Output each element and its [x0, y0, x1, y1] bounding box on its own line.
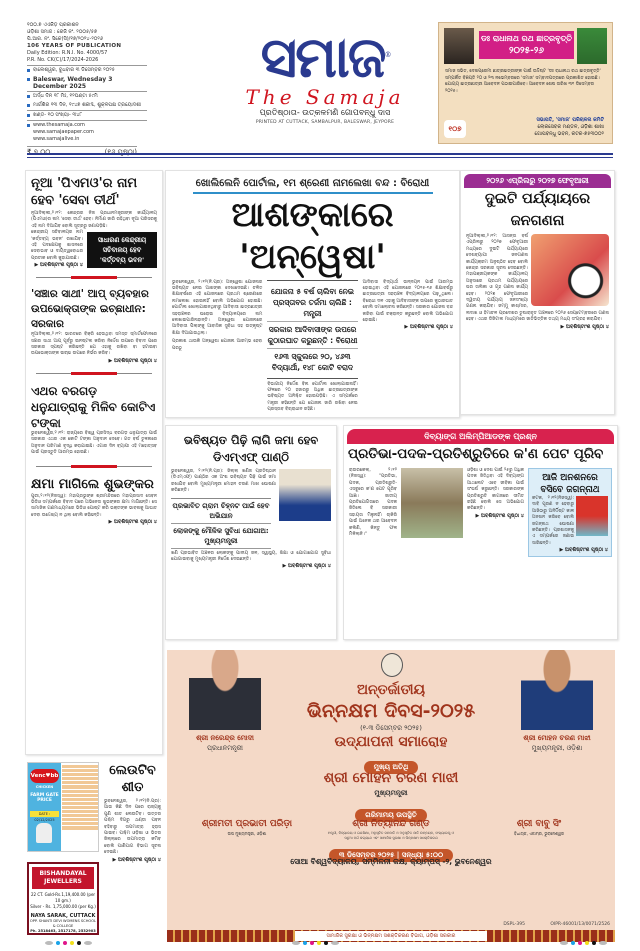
scholarship-signatory: ସଭାପତି, 'ସମାଜ' ପରିଚାଳନା କମିଟି ଲୋକସେବକ ମଣ୍ଡଳ, ଓଡ଼ିଶା ଶାଖା ଗୋପବନ୍ଧୁ ଭବନ, କଟକ-୭୫୩୦୦୨ — [534, 117, 604, 137]
chief-guest-title: ମୁଖ୍ୟମନ୍ତ୍ରୀ — [374, 789, 408, 797]
chief-minister-photo — [279, 469, 331, 521]
pull-quote: ୧୬୩ ସ୍କୁଲରେ ୨୦, ୪୬୩ ବିଦ୍ୟାର୍ଥୀ, ୧୪୮ କୋଟି ବରାଦ — [271, 351, 354, 372]
lead-headline[interactable]: ଆଶଙ୍କାରେ 'ଅନ୍ୱେଷା' — [231, 194, 394, 277]
guest-name: ଶ୍ରୀ ବାବୁ ସିଂ — [516, 819, 562, 829]
story-apology[interactable]: କ୍ଷମା ମାଗିଲେ ଶୁଭଙ୍କର ପୁରୀ,୨।୧୨(ନିଜସ୍ୱ): ମହାପ୍ରଭୁଙ୍କ ଶ୍ରୀମନ୍ଦିରରେ ମହାପ୍ରସାଦ ସେବନ ଭିଡିଓ ସମ୍ପର୍କରେ ବିବାଦ ପରେ ଅଭିନେତା ଶୁଭଙ୍କର କ୍ଷମା ମାଗିଛନ୍ତି। ସେ ସାମାଜିକ ଗଣମାଧ୍ୟମରେ ଭିଡିଓ ପୋଷ୍ଟ କରି ଭକ୍ତଙ୍କ ଭାବନାକୁ ଆଘାତ ଦେବା ଉଦ୍ଦେଶ୍ୟ ନ ଥିଲା ବୋଲି କହିଛନ୍ତି। ▶ ଅବଶିଷ୍ଟାଂଶ ପୃଷ୍ଠା ୪ — [31, 476, 157, 526]
divyang-headline[interactable]: ପ୍ରତିଭା-ପଦକ-ପ୍ରତିଶ୍ରୁତିରେ କ'ଣ ପେଟ ପୂରିବ — [348, 446, 604, 462]
pull-quote: ଯୋଜନା ୫ ବର୍ଷ ଚାଲିବା ନେଇ ପ୍ରସ୍ତାବର ତର୍ଜମା ଚାଲିଛି : ମନ୍ତ୍ରୀ — [267, 284, 357, 322]
bullet-icon — [27, 78, 30, 81]
scholarship-body: ସମାଜ ସଭିତ, ଦେଶପ୍ରେମୀ ଛାତ୍ରଛାତ୍ରୀଙ୍କ ପାଇଁ ଉଦ୍ଦିଷ୍ଟ 'ଡଃ ରାଧାନାଥ ରଥ ଛାତ୍ରବୃତ୍ତି' ସମ୍ପର୍କିତ ବିଜ୍ଞପ୍ତି ୨୦ ଓ ୨୩ ନଭେମ୍ବରରେ 'ସମାଜ' ସମ୍ବାଦପତ୍ରରେ ପ୍ରକାଶିତ ହୋଇଛି। ଯୋଗ୍ୟ ଛାତ୍ରଛାତ୍ରୀ ଆବେଦନ ପଠାଇପାରିବେ। ଆବେଦନ ଶେଷ ତାରିଖ ୩୧ ଡିସେମ୍ବର ୨୦୨୫। — [445, 69, 601, 94]
price-table — [62, 765, 98, 831]
ad-subtitle: ଉଦ୍‌ଯାପନୀ ସମାରୋହ — [334, 734, 448, 750]
dmf-story[interactable]: ଭବିଷ୍ୟତ ପିଢ଼ି ଲାଗି ଜମା ହେବ ଡିଏମ୍ଏଫ୍ ପାଣ୍ଠି ଭୁବନେଶ୍ୱର, ୨।୧୨(ନି.ପ୍ର): ଜିଲ୍ଲା ଖଣିଜ ପ୍ରତିଷ୍ଠାନ (ଡିଏମ୍ଏଫ୍) ପାଣ୍ଠିର ଏକ ଅଂଶ ଭବିଷ୍ୟତ ପିଢ଼ି ପାଇଁ ଜମା ରଖାଯିବ ବୋଲି ମୁଖ୍ୟମନ୍ତ୍ରୀ ମୋହନ ଚରଣ ମାଝୀ ଘୋଷଣା କରିଛନ୍ତି। ପ୍ରଭାବିତ ଗ୍ରାମ ଚିହ୍ନଟ ପାଇଁ ହେବ ଅଭିଯାନ ଲୋକଙ୍କୁ ମୌଳିକ ସୁବିଧା ଯୋଗାଅ: ମୁଖ୍ୟମନ୍ତ୍ରୀ ଖଣି ପ୍ରଭାବିତ ଅଞ୍ଚଳର ଲୋକଙ୍କୁ ପାନୀୟ ଜଳ, ସ୍ୱାସ୍ଥ୍ୟ, ଶିକ୍ଷା ଓ ଯୋଗାଯୋଗ ସୁବିଧା ଯୋଗାଇବାକୁ ମୁଖ୍ୟମନ୍ତ୍ରୀ ନିର୍ଦ୍ଦେଶ ଦେଇଛନ୍ତି। ▶ ଅବଶିଷ୍ଟାଂଶ ପୃଷ୍ଠା ୪ — [165, 425, 337, 640]
ad-footer-band — [167, 930, 615, 942]
newspaper-logo — [240, 25, 410, 125]
guest-title: ମନ୍ତ୍ରୀ, ବିଦ୍ୟାଳୟ ଓ ଗଣଶିକ୍ଷା, ଅନୁସୂଚିତ ଜନଜାତି ଓ ଅନୁସୂଚିତ ଜାତି ଉନ୍ନୟନ, ସଂଖ୍ୟାଲଘୁ ଓ ପଛୁଆ ବର୍ଗ କଲ୍ୟାଣ ଏବଂ ସାମାଜିକ ସୁରକ୍ଷା ଓ ଭିନ୍ନକ୍ଷମ ସଶକ୍ତିକରଣ — [327, 831, 455, 840]
price-date: DATE : 02/12/2025 — [30, 811, 59, 817]
athlete-photo — [401, 468, 463, 538]
story-headline[interactable]: ନୂଆ 'ପିଏମଓ'ର ନାମ ହେବ 'ସେବା ତୀର୍ଥ' — [31, 176, 138, 208]
print-registration-marks — [45, 941, 92, 945]
story-pmo[interactable]: ନୂଆ 'ପିଏମଓ'ର ନାମ ହେବ 'ସେବା ତୀର୍ଥ' ନୂଆଦିଲ୍ଲୀ,୨।୧୨: କେନ୍ଦ୍ରର ନିଜ ପ୍ରଧାନମନ୍ତ୍ରୀଙ୍କ କାର୍ଯ୍ୟାଳୟ (ପିଏମଓ)ର ନାମ 'ସେବା ତୀର୍ଥ' ହେବ। ନିର୍ମାଣ ଜାରି ରହିଥିବା ନୂଆ ପରିସରକୁ ଏହି ନାମ ଦିଆଯିବ ବୋଲି ସୂତ୍ରରୁ ଜଣାପଡ଼ିଛି। ସାଧାରଣ କେନ୍ଦ୍ରୀୟ ସଚିବାଳୟ ହେବ 'କର୍ତ୍ତବ୍ୟ ଭବନ' କେନ୍ଦ୍ରୀୟ ସଚିବାଳୟର ନାମ 'କର୍ତ୍ତବ୍ୟ ଭବନ' ରଖାଯିବ। ଏହି ପଦକ୍ଷେପକୁ ଶାସନରେ ସେବାଭାବ ଓ ଦାୟିତ୍ୱବୋଧର ପ୍ରତୀକ ବୋଲି କୁହାଯାଇଛି। ▶ ଅବଶିଷ୍ଟାଂଶ ପୃଷ୍ଠା ୪ — [31, 176, 157, 269]
continued-link[interactable]: ▶ ଅବଶିଷ୍ଟାଂଶ ପୃଷ୍ଠା ୪ — [404, 324, 453, 331]
cm-name: ଶ୍ରୀ ମୋହନ ଚରଣ ମାଝୀ — [523, 734, 591, 742]
ad-title-2: ଭିନ୍ନକ୍ଷମ ଦିବସ-୨୦୨୫ — [306, 700, 476, 722]
scholarship-ad[interactable] — [438, 22, 613, 144]
registration-line: ଓଡ଼ିଶା ସମାଜ : ରେଜି ନଂ. ୨୦୦୫/୫୭ — [27, 29, 98, 35]
story-dhanuyatra[interactable]: ଏଥର ବରଗଡ଼ ଧନୁଯାତ୍ରାକୁ ମିଳିବ କୋଟିଏ ଟଙ୍କା ଭୁବନେଶ୍ୱର,୨।୧୨: ରାଜ୍ୟରେ ବିଶ୍ୱ ପ୍ରସିଦ୍ଧ ବରଗଡ଼ ଧନୁଯାତ୍ରା ପାଇଁ ସରକାର ଏଥର ଏକ କୋଟି ଟଙ୍କା ଅନୁଦାନ ଦେବେ। ଗତ ବର୍ଷ ତୁଳନାରେ ଅନୁଦାନ ପରିମାଣ ବୃଦ୍ଧି କରାଯାଇଛି। ଏଗାର ଦିନ ବ୍ୟାପୀ ଏହି ମହୋତ୍ସବ ପାଇଁ ପ୍ରସ୍ତୁତି ଆରମ୍ଭ ହୋଇଛି। — [31, 383, 157, 456]
census-kicker: ୨୦୨୬ ଏପ୍ରିଲରୁ ୨୦୨୭ ଫେବୃଆରୀ — [464, 174, 611, 188]
cold-wave-story[interactable]: ଲେଉଟିବ ଶୀତ ଭୁବନେଶ୍ୱର, ୨।୧୨(ନି.ପ୍ର): ଆଉ କିଛି ଦିନ ପରେ ରାଜ୍ୟକୁ ପୁଣି ଶୀତ ଲେଉଟିବ। ଉତ୍ତର ପଶ୍ଚିମ ଦିଗରୁ ଥଣ୍ଡା ପବନ ବହିବାରୁ ତାପମାତ୍ରା ହ୍ରାସ ପାଇବ। ପଶ୍ଚିମ ଓଡ଼ିଶା ଓ ଭିତର ଜିଲ୍ଲାରେ ତାପମାତ୍ରା କମିବ ବୋଲି ପାଣିପାଗ ବିଭାଗ ସୂଚନା ଦେଇଛି। ▶ ଅବଶିଷ୍ଟାଂଶ ପୃଷ୍ଠା ୪ — [104, 763, 161, 863]
info-row: ଖଣ୍ଡ- ୧୦ ସଂଖ୍ୟା- ୩୪୮ — [27, 110, 147, 119]
guests-label: ଗରିମାମୟ ଉପସ୍ଥିତି — [355, 809, 426, 822]
jewellers-address: NAYA SARAK, CUTTACK — [30, 913, 96, 919]
divyang-kicker: ଦିବ୍ୟାଙ୍ଗ ଅଲିମ୍ପିଆଡଙ୍କ ପ୍ରଶ୍ନ — [347, 429, 614, 444]
census-story[interactable]: ୨୦୨୬ ଏପ୍ରିଲରୁ ୨୦୨୭ ଫେବୃଆରୀ ଦୁଇଟି ପର୍ଯ୍ୟାୟରେ ଜନଗଣନା ନୂଆଦିଲ୍ଲୀ,୨।୧୨: ଆସନ୍ତା ବର୍ଷ ଏପ୍ରିଲରୁ ୨୦୨୭ ଫେବୃଆରୀ ମଧ୍ୟରେ ଦୁଇଟି ପର୍ଯ୍ୟାୟରେ ଦେଶବ୍ୟାପୀ ଜନଗଣନା କାର୍ଯ୍ୟକ୍ରମ ଅନୁଷ୍ଠିତ ହେବ ବୋଲି କେନ୍ଦ୍ର ସରକାର ସୂଚନା ଦେଇଛନ୍ତି। ମହାପଞ୍ଜୀୟକଙ୍କ କାର୍ଯ୍ୟାଳୟ ଅନୁସାରେ ପ୍ରଥମ ପର୍ଯ୍ୟାୟରେ ଘର ତାଲିକା ଓ ଗୃହ ଗଣନା କାର୍ଯ୍ୟ ହେବ। ୨୦୨୭ ଫେବୃଆରୀରେ ଦ୍ୱିତୀୟ ପର୍ଯ୍ୟାୟ ଜନସଂଖ୍ୟା ଗଣନା କରାଯିବ। ଜମ୍ମୁ କାଶ୍ମୀର, ଲଦାଖ ଓ ହିମାଚଳ ପ୍ରଦେଶର ତୁଷାରାବୃତ ଅଞ୍ଚଳରେ ୨୦୨୬ ସେପ୍ଟେମ୍ବରରେ ଗଣନା ହେବ। ଏଥର ଡିଜିଟାଲ ମାଧ୍ୟମରେ ଜାତିଭିତ୍ତିକ ତଥ୍ୟ ମଧ୍ୟ ସଂଗ୍ରହ କରାଯିବ। ▶ ଅବଶିଷ୍ଟାଂଶ ପୃଷ୍ଠା ୪ — [460, 170, 615, 415]
dmf-headline[interactable]: ଭବିଷ୍ୟତ ପିଢ଼ି ଲାଗି ଜମା ହେବ ଡିଏମ୍ଏଫ୍ ପାଣ୍ଠି — [183, 433, 319, 464]
jewellers-phone: Ph. 2518463, 2517178, 2532903 — [30, 929, 96, 933]
pr-number: P.R. No. CK(C)/17/2024-2026 — [27, 57, 99, 63]
chief-guest-label: ମୁଖ୍ୟ ଅତିଥି — [364, 761, 418, 774]
date-english-row: Baleswar, Wednesday 3 December 2025 — [27, 75, 147, 90]
subheadline: ପ୍ରଭାବିତ ଗ୍ରାମ ଚିହ୍ନଟ ପାଇଁ ହେବ ଅଭିଯାନ — [171, 499, 271, 524]
logo-english: The Samaja — [245, 84, 405, 109]
website-link[interactable]: www.samajaepaper.com — [33, 129, 94, 135]
story-headline[interactable]: ଏଥର ବରଗଡ଼ ଧନୁଯାତ୍ରାକୁ ମିଳିବ କୋଟିଏ ଟଙ୍କା — [31, 383, 156, 430]
printed-at: PRINTED AT CUTTACK, SAMBALPUR, BALESWAR, JEYPORE — [255, 119, 395, 125]
print-registration-marks — [292, 941, 339, 945]
highlight-box: ସାଧାରଣ କେନ୍ଦ୍ରୀୟ ସଚିବାଳୟ ହେବ 'କର୍ତ୍ତବ୍ୟ ଭବନ' — [87, 232, 157, 268]
continued-link[interactable]: ▶ ଅବଶିଷ୍ଟାଂଶ ପୃଷ୍ଠା ୪ — [108, 519, 157, 526]
scholarship-banner: ଡଃ ରାଧାନାଥ ରଥ ଛାତ୍ରବୃତ୍ତି ୨୦୨୫-୨୬ — [479, 31, 574, 59]
masthead-rule — [27, 153, 613, 158]
farm-gate-heading: FARM GATE PRICE — [30, 793, 59, 803]
website-link[interactable]: www.thesamaja.com — [33, 122, 85, 128]
guest-title: ଉପ ମୁଖ୍ୟମନ୍ତ୍ରୀ, ଓଡ଼ିଶା — [227, 831, 267, 836]
story-divider — [36, 277, 152, 278]
years-of-publication: 106 YEARS OF PUBLICATION — [27, 43, 122, 49]
portrait-photo — [444, 28, 474, 64]
ad-dates: (୧-୩ ଡିସେମ୍ବର ୨୦୨୫) — [360, 724, 422, 732]
census-illustration — [531, 234, 609, 306]
print-registration-marks — [560, 941, 607, 945]
lead-kicker: ଖୋଲିଲେନି ପୋର୍ଟାଲ, ୧ମ ଶ୍ରେଣୀ ନାମଲେଖା ବନ୍ଦ : ବିରୋଧୀ — [195, 178, 430, 189]
bullet-icon — [27, 95, 30, 98]
census-headline[interactable]: ଦୁଇଟି ପର୍ଯ୍ୟାୟରେ ଜନଗଣନା — [484, 191, 591, 229]
price: ₹ ୭.୦୦ — [27, 148, 51, 156]
logo-tagline: ପ୍ରତିଷ୍ଠାତା- ଉତ୍କଳମଣି ଗୋପବନ୍ଧୁ ଦାସ — [259, 107, 391, 117]
chief-guest-name: ଶ୍ରୀ ମୋହନ ଚରଣ ମାଝୀ — [323, 770, 459, 786]
event-datetime: ୩ ଡିସେମ୍ବର ୨୦୨୫ | ସନ୍ଧ୍ୟା ୫:୦୦ — [329, 849, 453, 862]
continued-link[interactable]: ▶ ଅବଶିଷ୍ଟାଂଶ ପୃଷ୍ଠା ୪ — [560, 323, 609, 330]
continued-link[interactable]: ▶ ଅବଶିଷ୍ଟାଂଶ ପୃଷ୍ଠା ୪ — [475, 512, 524, 519]
venkys-price-ad[interactable]: Venc♥bb CHICKEN FARM GATE PRICE DATE : 02/12/2025 — [27, 762, 99, 852]
disability-day-ad[interactable] — [167, 650, 615, 942]
cm-title: ମୁଖ୍ୟମନ୍ତ୍ରୀ, ଓଡ଼ିଶା — [531, 744, 583, 752]
info-row: ଅର୍ଦ୍ଧ ଦିନ ୧୮ ମିଃ, ୧୨ଘଣ୍ଟା ୫୯ମି — [27, 91, 147, 100]
jewellers-ad[interactable]: BISHANDAYAL JEWELLERS 22 CT. Gold-Rs.1,19,400.00 (per 10 gm.) Silver - Rs. 1,75,000.00 (per Kg.) NAYA SARAK, CUTTACK OPP. SHANTI DEVI WOMENS SCHOOL & COLLEGE Ph. 2518463, 2517178, 2532903 — [27, 862, 99, 935]
portrait-photo — [577, 28, 607, 64]
cm-photo — [521, 650, 593, 730]
ad-title-1: ଅନ୍ତର୍ଜାତୀୟ — [356, 682, 426, 698]
continued-link[interactable]: ▶ ଅବଶିଷ୍ଟାଂଶ ପୃଷ୍ଠା ୪ — [112, 856, 161, 863]
story-headline[interactable]: 'ସଞ୍ଚାର ସାଥୀ' ଆପ୍ ବ୍ୟବହାର ଉପଭୋକ୍ତାଙ୍କ ଇଚ୍ଛାଧୀନ: ସରକାର — [31, 288, 149, 331]
subheadline: ଲୋକଙ୍କୁ ମୌଳିକ ସୁବିଧା ଯୋଗାଅ: ମୁଖ୍ୟମନ୍ତ୍ରୀ — [171, 524, 271, 549]
guest-name: ଶ୍ରୀମତୀ ପ୍ରଭାତୀ ପରିଡ଼ା — [201, 819, 293, 829]
guest-title: ବିଧାୟକ, ଏକାମ୍ର, ଭୁବନେଶ୍ୱର — [513, 831, 565, 836]
continued-link[interactable]: ▶ ଅବଶିଷ୍ଟାଂଶ ପୃଷ୍ଠା ୪ — [34, 262, 83, 269]
story-divider — [36, 466, 152, 467]
website-link[interactable]: www.samajalive.in — [33, 136, 80, 142]
protester-photo — [576, 496, 608, 536]
registration-line: ପି.ଆର. ନଂ. ସିକେ(ସି)/୧୭/୨୦୨୪-୨୦୨୬ — [27, 36, 104, 42]
left-news-column — [25, 170, 163, 755]
founder-line: ୧୦୦.୭ ଏଏକିଡ଼ ପ୍ରକାଶନ — [27, 22, 79, 28]
hunger-strike-story[interactable]: ଆଜି ଅନଶନରେ ବସିବେ ଜଗନ୍ନାଥ କଟକ, ୨।୧୨(ନିଜସ୍ୱ): ଦାବି ପୂରଣ ନ ହେବାରୁ ଆଜିଠାରୁ ଅନିର୍ଦ୍ଦିଷ୍ଟ କାଳ ଅନଶନ କରିବେ ବୋଲି ଜଗନ୍ନାଥ ଘୋଷଣା କରିଛନ୍ତି। ପ୍ରଶାସନକୁ ଏ ସମ୍ପର୍କରେ ଜଣାଇ ସାରିଛନ୍ତି। ▶ ଅବଶିଷ୍ଟାଂଶ ପୃଷ୍ଠା ୪ — [528, 468, 612, 557]
date-odia-row: ବାଲେଶ୍ୱର, ବୁଧବାର ୩ ଡିସେମ୍ବର ୨୦୨୫ — [27, 65, 147, 74]
odisha-emblem-icon — [381, 653, 403, 677]
ad-code: DSPL-395 — [503, 922, 525, 927]
anniversary-badge: ୧୦୭ — [444, 120, 466, 138]
ad-code: OIPR-46001/13/0071/2526 — [550, 922, 610, 927]
websites — [27, 120, 147, 143]
ad-footer-dept: ସାମାଜିକ ସୁରକ୍ଷା ଓ ଭିନ୍ନକ୍ଷମ ସଶକ୍ତିକରଣ ବିଭାଗ, ଓଡ଼ିଶା ସରକାର — [295, 931, 487, 941]
gold-rate: 22 CT. Gold-Rs.1,19,400.00 (per 10 gm.) — [30, 892, 96, 903]
jewellers-name: BISHANDAYAL JEWELLERS — [32, 867, 94, 889]
bullet-icon — [27, 124, 30, 127]
pm-name: ଶ୍ରୀ ନରେନ୍ଦ୍ର ମୋଦୀ — [196, 734, 254, 742]
hunger-headline[interactable]: ଆଜି ଅନଶନରେ ବସିବେ ଜଗନ୍ନାଥ — [540, 473, 600, 495]
bullet-icon — [27, 69, 30, 72]
daily-edition: Daily Edition: R.N.I. No. 4000/57 — [27, 50, 108, 56]
venkys-logo: Venc♥bb — [30, 769, 59, 783]
story-sanchar-saathi[interactable]: 'ସଞ୍ଚାର ସାଥୀ' ଆପ୍ ବ୍ୟବହାର ଉପଭୋକ୍ତାଙ୍କ ଇଚ୍ଛାଧୀନ: ସରକାର ନୂଆଦିଲ୍ଲୀ,୨।୧୨: ଭାରତରେ ବିକ୍ରି ହେଉଥିବା ସମସ୍ତ ସ୍ମାର୍ଟଫୋନରେ ସଞ୍ଚାର ସାଥୀ ଆପ୍ ପୂର୍ବରୁ ଇନଷ୍ଟଲ କରିବା ନିର୍ଦ୍ଦେଶ ଉପରେ ବିବାଦ ପରେ ସରକାର ସ୍ପଷ୍ଟ କରିଛନ୍ତି ଯେ ଏହାକୁ ରଖିବା ବା ହଟାଇବା ଉପଭୋକ୍ତାଙ୍କ ଇଚ୍ଛା ଉପରେ ନିର୍ଭର କରିବ। ▶ ଅବଶିଷ୍ଟାଂଶ ପୃଷ୍ଠା ୪ — [31, 288, 157, 364]
info-row: ମାର୍ଗଶିର ୧୩ ଦିନ, ୧୯୪୭ ଶକାବ୍ଦ, ଶୁକ୍ଳପକ୍ଷ ତ୍ରୟୋଦଶୀ — [27, 101, 147, 109]
guest-name: ଶ୍ରୀ ନିତ୍ୟାନନ୍ଦ ଗଣ୍ଡ — [352, 819, 430, 829]
logo-odia: ସମାଜ® — [260, 24, 390, 91]
divyang-story[interactable]: ଦିବ୍ୟାଙ୍ଗ ଅଲିମ୍ପିଆଡଙ୍କ ପ୍ରଶ୍ନ ପ୍ରତିଭା-ପଦକ-ପ୍ରତିଶ୍ରୁତିରେ କ'ଣ ପେଟ ପୂରିବ ରାଉରକେଲା, ୨।୧୨ (ନିଜସ୍ୱ): "ପ୍ରତିଭା, ପଦକ, ପ୍ରତିଶ୍ରୁତି- ଏସବୁରେ କ'ଣ ପେଟ ପୂରିବ ଆଜ୍ଞା। ଜାତୀୟ ପ୍ରତିଯୋଗିତାରେ ପଦକ ଜିତିଲେ ବି ସରକାରୀ ସହାୟତା ମିଳୁନାହିଁ। ଚାକିରି ପାଇଁ ଅନେକ ଥର ଆବେଦନ କଲିଣି, କିନ୍ତୁ ଫଳ ମିଳିଲାନି।" ଓଡ଼ିଶା ଓ ଦେଶ ପାଇଁ ୨୫ରୁ ଅଧିକ ପଦକ ଜିତିଥିବା ଏହି ଦିବ୍ୟାଙ୍ଗ ଆଥଲେଟ ଏବେ ଜୀବିକା ପାଇଁ ସଂଘର୍ଷ କରୁଛନ୍ତି। ସରକାରଙ୍କ ପ୍ରତିଶ୍ରୁତି କାଗଜରେ ସୀମିତ ରହିଛି ବୋଲି ସେ ଅଭିଯୋଗ କରିଛନ୍ତି। ▶ ଅବଶିଷ୍ଟାଂଶ ପୃଷ୍ଠା ୪ ଆଜି ଅନଶନରେ ବସିବେ ଜଗନ୍ନାଥ କଟକ, ୨।୧୨(ନିଜସ୍ୱ): ଦାବି ପୂରଣ ନ ହେବାରୁ ଆଜିଠାରୁ ଅନିର୍ଦ୍ଦିଷ୍ଟ କାଳ ଅନଶନ କରିବେ ବୋଲି ଜଗନ୍ନାଥ ଘୋଷଣା କରିଛନ୍ତି। ପ୍ରଶାସନକୁ ଏ ସମ୍ପର୍କରେ ଜଣାଇ ସାରିଛନ୍ତି। ▶ ଅବଶିଷ୍ଟାଂଶ ପୃଷ୍ଠା ୪ — [343, 425, 618, 640]
masthead-info — [27, 22, 147, 156]
pull-quotes — [267, 280, 357, 379]
bullet-icon — [27, 114, 30, 117]
bullet-icon — [27, 104, 30, 107]
cold-headline[interactable]: ଲେଉଟିବ ଶୀତ — [109, 763, 156, 795]
silver-rate: Silver - Rs. 1,75,000.00 (per Kg.) — [30, 904, 96, 909]
continued-link[interactable]: ▶ ଅବଶିଷ୍ଟାଂଶ ପୃଷ୍ଠା ୪ — [282, 563, 331, 570]
chicken-icon — [36, 823, 52, 843]
story-divider — [36, 373, 152, 374]
lead-story[interactable]: ଖୋଲିଲେନି ପୋର୍ଟାଲ, ୧ମ ଶ୍ରେଣୀ ନାମଲେଖା ବନ୍ଦ : ବିରୋଧୀ ଆଶଙ୍କାରେ 'ଅନ୍ୱେଷା' ଭୁବନେଶ୍ୱର, ୨।୧୨(ନି.ପ୍ର): ଅନ୍ୱେଷା ଯୋଜନାର ଭବିଷ୍ୟତ ନେଇ ଆଶଙ୍କା ଦେଖାଦେଇଛି। ଚଳିତ ଶିକ୍ଷାବର୍ଷରେ ଏହି ଯୋଜନାରେ ପ୍ରଥମ ଶ୍ରେଣୀରେ ନାମଲେଖା ହୋଇନାହିଁ ବୋଲି ଅଭିଯୋଗ ହୋଇଛି। ପୋର୍ଟାଲ ଖୋଲାଯାଇନଥିବାରୁ ଆଦିବାସୀ ଛାତ୍ରଛାତ୍ରୀ ସହରାଞ୍ଚଳର ଘରୋଇ ବିଦ୍ୟାଳୟରେ ନାମ ଲେଖାଇପାରିନାହାନ୍ତି। ଅନ୍ୱେଷା ଯୋଜନାରେ ଆଦିବାସୀ ପିଲାଙ୍କୁ ଆବାସିକ ସୁବିଧା ସହ ଉତ୍କୃଷ୍ଟ ଶିକ୍ଷା ଦିଆଯାଉଥିଲା। ପ୍ରକାଶ ଥାଉକି ଅନ୍ୱେଷା ଯୋଜନା ଆରମ୍ଭ ହେବା ପରଠୁ ଯୋଜନା ୫ ବର୍ଷ ଚାଲିବା ନେଇ ପ୍ରସ୍ତାବର ତର୍ଜମା ଚାଲିଛି : ମନ୍ତ୍ରୀ ସରକାର ଆଦିବାସୀଙ୍କ ଉପରେ କୁଠାରଘାତ କରୁଛନ୍ତି : ବିରୋଧୀ ୧୬୩ ସ୍କୁଲରେ ୨୦, ୪୬୩ ବିଦ୍ୟାର୍ଥୀ, ୧୪୮ କୋଟି ବରାଦ ବିଭାଗୀୟ ନିର୍ଦ୍ଦେଶ ବିନା ପୋର୍ଟାଲ ଖୋଲାଯାଇନାହିଁ। ଫଳରେ ୨୦ ହଜାରରୁ ଅଧିକ ଛାତ୍ରଛାତ୍ରୀଙ୍କ ଭବିଷ୍ୟତ ଅନିଶ୍ଚିତ ହୋଇପଡ଼ିଛି। ଏ ସମ୍ପର୍କରେ ମନ୍ତ୍ରୀ କହିଛନ୍ତି ଯେ ଯୋଜନା ଜାରି ରଖିବା ନେଇ ପ୍ରସ୍ତାବ ବିଚାରାଧୀନ ରହିଛି। ଆଦିବାସୀ ବିଦ୍ୟାର୍ଥୀ ଉନ୍ନୟନ ପାଇଁ ଆରମ୍ଭ ହୋଇଥିବା ଏହି ଯୋଜନାରେ ୨୦୧୫-୧୬ ଶିକ୍ଷାବର୍ଷରୁ ଛାତ୍ରଛାତ୍ରୀ ସହରାଞ୍ଚଳ ବିଦ୍ୟାଳୟରେ ପଢ଼ୁଥିଲେ। ବିରୋଧୀ ଦଳ ଏହାକୁ ଆଦିବାସୀଙ୍କ ଉପରେ କୁଠାରଘାତ ବୋଲି ସମାଲୋଚନା କରିଛନ୍ତି। ସରକାର ଯୋଜନା ବନ୍ଦ କରିବା ପାଇଁ ଚକ୍ରାନ୍ତ କରୁଛନ୍ତି ବୋଲି ଅଭିଯୋଗ ହୋଇଛି। ▶ ଅବଶିଷ୍ଟାଂଶ ପୃଷ୍ଠା ୪ — [165, 170, 460, 418]
pm-photo — [189, 650, 261, 730]
continued-link[interactable]: ▶ ଅବଶିଷ୍ଟାଂଶ ପୃଷ୍ଠା ୪ — [108, 357, 157, 364]
story-headline[interactable]: କ୍ଷମା ମାଗିଲେ ଶୁଭଙ୍କର — [31, 476, 154, 492]
page-count: (୧୬ ପୃଷ୍ଠା) — [104, 148, 137, 156]
continued-link[interactable]: ▶ ଅବଶିଷ୍ଟାଂଶ ପୃଷ୍ଠା ୪ — [559, 547, 608, 554]
pull-quote: ସରକାର ଆଦିବାସୀଙ୍କ ଉପରେ କୁଠାରଘାତ କରୁଛନ୍ତି : ବିରୋଧୀ — [267, 322, 357, 349]
pm-title: ପ୍ରଧାନମନ୍ତ୍ରୀ — [207, 744, 243, 752]
event-venue: ସୋଆ ବିଶ୍ୱବିଦ୍ୟାଳୟ, ସମ୍ମିଳନୀ କକ୍ଷ, କ୍ୟାମ୍ପସ୍ -୨, ଭୁବନେଶ୍ୱର — [290, 857, 492, 866]
